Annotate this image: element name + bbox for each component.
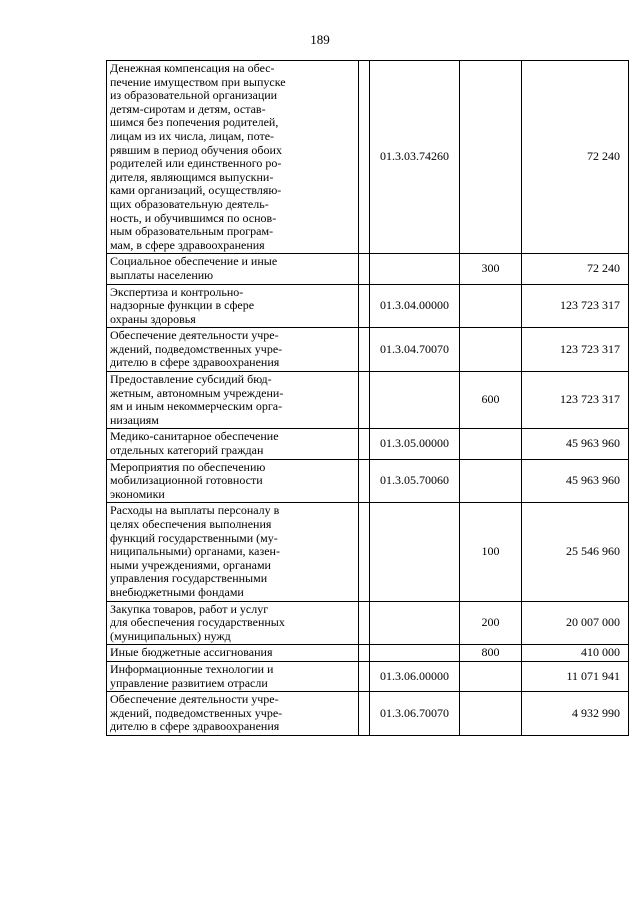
table-row	[107, 661, 629, 691]
row-name-line: охраны здоровья	[110, 311, 196, 326]
row-name-line: для обеспечения государственных	[110, 615, 285, 630]
row-name-line: ность, и обучившимся по основ-	[110, 210, 277, 225]
row-name-cell	[107, 328, 359, 372]
row-amount-cell: 45 963 960	[522, 459, 629, 503]
row-code-cell	[370, 254, 460, 284]
table-row	[107, 61, 629, 254]
row-empty-cell	[359, 429, 370, 459]
row-name-line: Обеспечение деятельности учре-	[110, 328, 279, 343]
row-name-cell	[107, 645, 359, 662]
row-name-cell	[107, 692, 359, 736]
row-code-cell	[370, 372, 460, 429]
row-name-cell	[107, 372, 359, 429]
row-name-line: из образовательной организации	[110, 88, 278, 103]
row-name-line: лицам из их числа, лицам, поте-	[110, 128, 275, 143]
row-name-line: ниципальными) органами, казен-	[110, 544, 280, 559]
row-name-line: Обеспечение деятельности учре-	[110, 692, 279, 707]
row-name-line: (муниципальных) нужд	[110, 628, 231, 643]
row-name-line: печение имуществом при выпуске	[110, 74, 286, 89]
row-amount-cell: 4 932 990	[522, 692, 629, 736]
row-code-cell: 01.3.04.00000	[370, 284, 460, 328]
table-row	[107, 503, 629, 601]
row-empty-cell	[359, 661, 370, 691]
row-name-line: Иные бюджетные ассигнования	[110, 645, 273, 660]
row-code-cell: 01.3.03.74260	[370, 61, 460, 254]
row-amount-cell: 25 546 960	[522, 503, 629, 601]
row-name-line: надзорные функции в сфере	[110, 298, 255, 313]
row-empty-cell	[359, 459, 370, 503]
row-name-line: Закупка товаров, работ и услуг	[110, 601, 269, 616]
row-name-line: Информационные технологии и	[110, 661, 274, 676]
row-name-line: мам, в сфере здравоохранения	[110, 237, 265, 252]
table-row	[107, 601, 629, 645]
row-amount-cell: 72 240	[522, 254, 629, 284]
row-code-cell: 01.3.04.70070	[370, 328, 460, 372]
row-code-cell	[370, 645, 460, 662]
row-amount-cell: 20 007 000	[522, 601, 629, 645]
row-name-cell	[107, 61, 359, 254]
row-code-cell	[370, 601, 460, 645]
row-name-line: Медико-санитарное обеспечение	[110, 429, 279, 444]
row-empty-cell	[359, 284, 370, 328]
row-type-cell: 600	[460, 372, 522, 429]
row-name-line: Мероприятия по обеспечению	[110, 459, 266, 474]
row-name-line: дителю в сфере здравоохранения	[110, 355, 280, 370]
row-name-line: функций государственными (му-	[110, 530, 278, 545]
row-type-cell: 300	[460, 254, 522, 284]
row-empty-cell	[359, 372, 370, 429]
row-name-line: рявшим в период обучения обоих	[110, 142, 282, 157]
row-name-cell	[107, 661, 359, 691]
row-name-line: ными учреждениями, органами	[110, 557, 271, 572]
row-name-cell	[107, 429, 359, 459]
row-type-cell	[460, 328, 522, 372]
row-name-line: целях обеспечения выполнения	[110, 517, 272, 531]
table-row	[107, 254, 629, 284]
row-name-line: Социальное обеспечение и иные	[110, 254, 278, 269]
row-amount-cell: 123 723 317	[522, 284, 629, 328]
row-code-cell: 01.3.05.00000	[370, 429, 460, 459]
row-name-line: мобилизационной готовности	[110, 473, 263, 488]
row-name-line: ждений, подведомственных учре-	[110, 705, 283, 720]
row-name-line: ками организаций, осуществляю-	[110, 183, 282, 198]
row-name-line: экономики	[110, 486, 165, 501]
row-type-cell	[460, 61, 522, 254]
row-type-cell	[460, 661, 522, 691]
row-code-cell: 01.3.06.70070	[370, 692, 460, 736]
row-type-cell	[460, 692, 522, 736]
table-row	[107, 459, 629, 503]
row-name-cell	[107, 254, 359, 284]
row-name-line: ждений, подведомственных учре-	[110, 341, 283, 356]
budget-table	[106, 60, 629, 736]
row-name-line: ным образовательным програм-	[110, 224, 274, 239]
row-code-cell: 01.3.06.00000	[370, 661, 460, 691]
row-name-line: Расходы на выплаты персоналу в	[110, 503, 280, 518]
row-name-line: выплаты населению	[110, 267, 214, 282]
row-name-line: детям-сиротам и детям, остав-	[110, 101, 266, 116]
row-amount-cell: 123 723 317	[522, 328, 629, 372]
page-number: 189	[310, 32, 330, 47]
row-name-line: дителя, являющимся выпускни-	[110, 169, 274, 184]
row-amount-cell: 123 723 317	[522, 372, 629, 429]
table-row	[107, 692, 629, 736]
row-type-cell: 200	[460, 601, 522, 645]
row-empty-cell	[359, 503, 370, 601]
table-row	[107, 429, 629, 459]
row-name-cell	[107, 503, 359, 601]
row-name-cell	[107, 601, 359, 645]
row-name-line: щих образовательную деятель-	[110, 196, 269, 211]
row-amount-cell: 410 000	[522, 645, 629, 662]
row-name-cell	[107, 284, 359, 328]
row-type-cell	[460, 459, 522, 503]
table-row	[107, 372, 629, 429]
row-empty-cell	[359, 328, 370, 372]
row-empty-cell	[359, 645, 370, 662]
row-name-line: шимся без попечения родителей,	[110, 115, 279, 130]
row-name-line: Денежная компенсация на обес-	[110, 61, 275, 75]
row-name-cell	[107, 459, 359, 503]
row-name-line: Предоставление субсидий бюд-	[110, 372, 272, 387]
budget-table-body	[107, 61, 629, 736]
row-amount-cell: 11 071 941	[522, 661, 629, 691]
row-type-cell	[460, 284, 522, 328]
row-amount-cell: 72 240	[522, 61, 629, 254]
row-name-line: отдельных категорий граждан	[110, 443, 264, 458]
row-type-cell: 800	[460, 645, 522, 662]
row-name-line: Экспертиза и контрольно-	[110, 284, 244, 299]
row-empty-cell	[359, 61, 370, 254]
row-code-cell	[370, 503, 460, 601]
row-empty-cell	[359, 254, 370, 284]
row-code-cell: 01.3.05.70060	[370, 459, 460, 503]
table-row	[107, 645, 629, 662]
table-row	[107, 328, 629, 372]
row-name-line: жетным, автономным учреждени-	[110, 385, 284, 400]
row-amount-cell: 45 963 960	[522, 429, 629, 459]
row-type-cell	[460, 429, 522, 459]
row-name-line: родителей или единственного ро-	[110, 156, 282, 171]
row-name-line: управление развитием отрасли	[110, 675, 268, 690]
row-type-cell: 100	[460, 503, 522, 601]
table-row	[107, 284, 629, 328]
row-name-line: низациям	[110, 412, 159, 427]
row-name-line: ям и иным некоммерческим орга-	[110, 399, 283, 414]
row-name-line: управления государственными	[110, 571, 268, 586]
row-name-line: дителю в сфере здравоохранения	[110, 719, 280, 734]
row-empty-cell	[359, 692, 370, 736]
row-empty-cell	[359, 601, 370, 645]
row-name-line: внебюджетными фондами	[110, 584, 244, 599]
